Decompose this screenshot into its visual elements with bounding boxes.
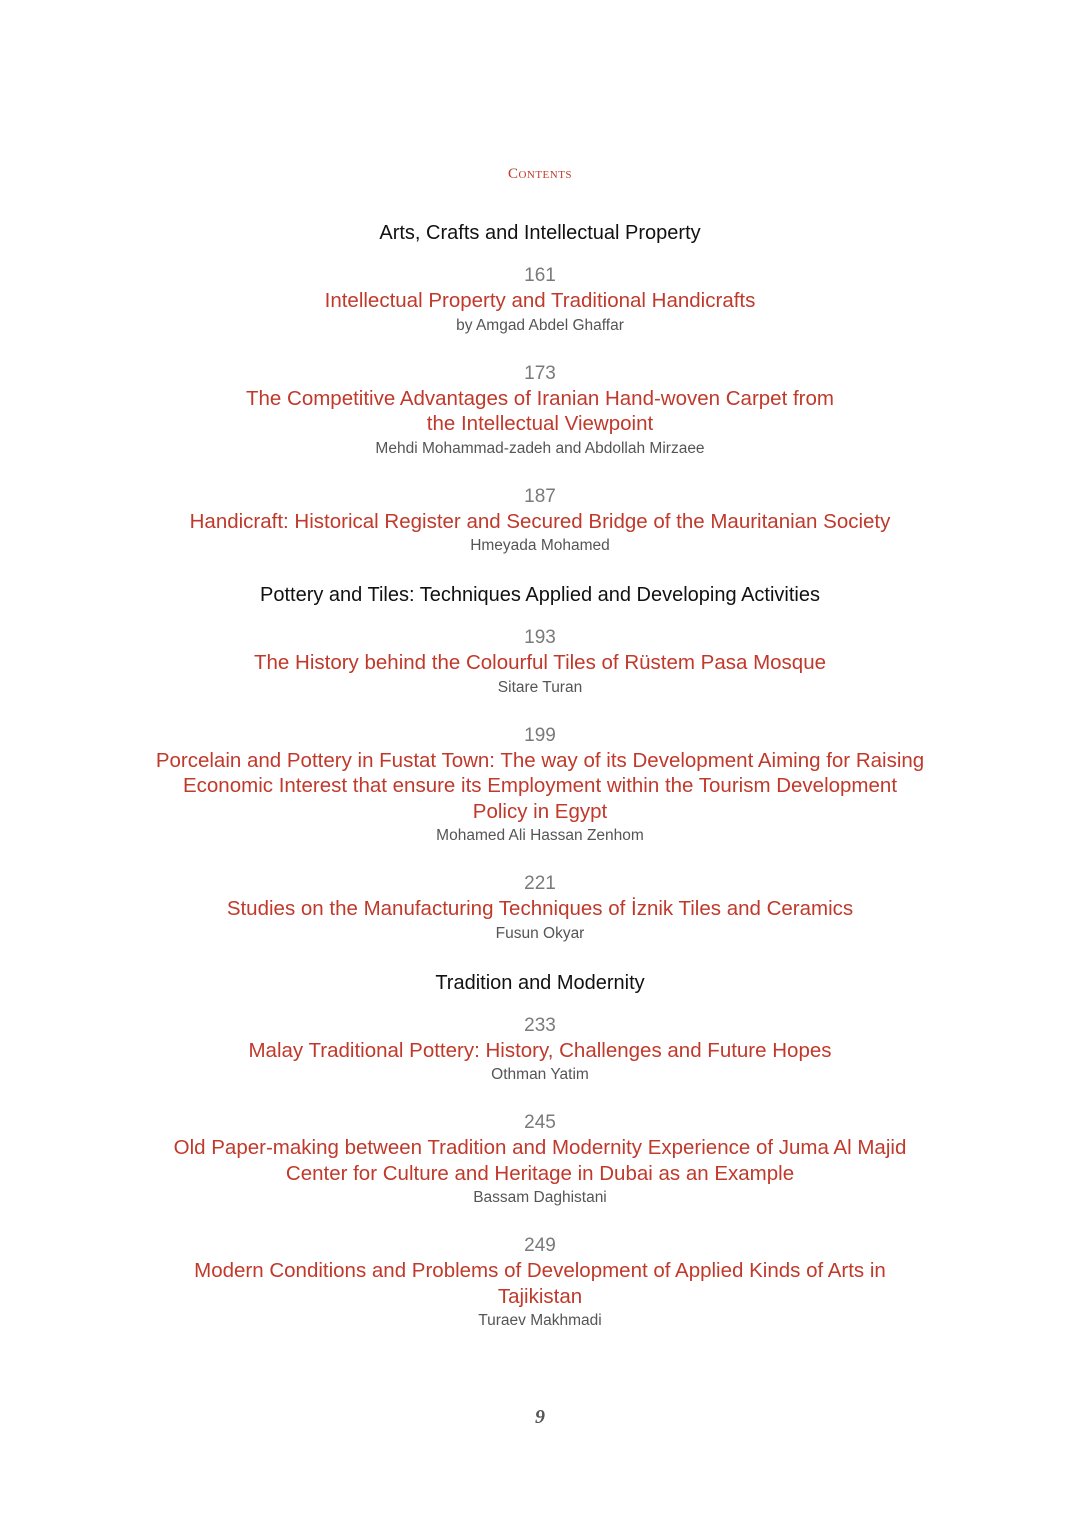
toc-section: [140, 968, 940, 1334]
toc-entry[interactable]: [140, 724, 940, 849]
toc-entry[interactable]: [140, 1234, 940, 1333]
entry-title[interactable]: Porcelain and Pottery in Fustat Town: The way of its Development Aiming for Raising Economic Interest that ensure its Employment within the Tourism Development Policy in Egypt: [155, 748, 925, 823]
entry-author: Othman Yatim: [491, 1066, 589, 1083]
entry-title[interactable]: Handicraft: Historical Register and Secured Bridge of the Mauritanian Society: [189, 509, 891, 533]
toc-section: [140, 580, 940, 946]
section-title: Arts, Crafts and Intellectual Property: [379, 222, 701, 244]
entry-author: Turaev Makhmadi: [478, 1312, 602, 1329]
section-title: Tradition and Modernity: [435, 971, 645, 994]
entry-page-number: 193: [524, 627, 556, 648]
entry-page-number: 233: [524, 1014, 556, 1036]
entry-page-number: 199: [524, 724, 556, 746]
entry-title[interactable]: Intellectual Property and Traditional Handicrafts: [324, 289, 756, 312]
running-head: Contents: [507, 166, 573, 182]
toc-entry[interactable]: [140, 1111, 940, 1210]
entry-page-number: 173: [524, 362, 556, 384]
entry-title[interactable]: Modern Conditions and Problems of Development of Applied Kinds of Arts in Tajikistan: [194, 1259, 886, 1308]
entry-page-number: 221: [524, 873, 556, 894]
entry-title[interactable]: The History behind the Colourful Tiles of Rüstem Pasa Mosque: [254, 651, 826, 674]
toc-entry[interactable]: [140, 626, 940, 700]
entry-page-number: 245: [524, 1112, 556, 1133]
entry-author: Mohamed Ali Hassan Zenhom: [436, 827, 644, 844]
toc-entry[interactable]: [140, 362, 940, 461]
entry-author: Sitare Turan: [497, 678, 583, 696]
toc-section: [140, 218, 940, 558]
table-of-contents: [140, 218, 940, 1357]
toc-entry[interactable]: [140, 1014, 940, 1088]
page-number: 9: [535, 1406, 545, 1428]
entry-author: Hmeyada Mohamed: [470, 537, 610, 554]
entry-title[interactable]: Old Paper-making between Tradition and Modernity Experience of Juma Al Majid Center for Culture and Heritage in Dubai as an Example: [173, 1136, 907, 1185]
entry-title[interactable]: Studies on the Manufacturing Techniques of İznik Tiles and Ceramics: [226, 897, 854, 920]
entry-author: Mehdi Mohammad-zadeh and Abdollah Mirzaee: [375, 439, 705, 457]
entry-author: Bassam Daghistani: [473, 1189, 607, 1206]
entry-title[interactable]: The Competitive Advantages of Iranian Hand-woven Carpet from the Intellectual Viewpoint: [246, 386, 834, 435]
toc-entry[interactable]: [140, 872, 940, 946]
entry-page-number: 187: [524, 485, 556, 507]
section-title: Pottery and Tiles: Techniques Applied and Developing Activities: [260, 584, 820, 606]
entry-author: Fusun Okyar: [495, 924, 585, 942]
entry-title[interactable]: Malay Traditional Pottery: History, Challenges and Future Hopes: [248, 1038, 832, 1062]
toc-entry[interactable]: [140, 485, 940, 559]
entry-author: by Amgad Abdel Ghaffar: [456, 316, 624, 334]
toc-entry[interactable]: [140, 264, 940, 338]
entry-page-number: 161: [524, 265, 556, 286]
entry-page-number: 249: [524, 1235, 556, 1256]
